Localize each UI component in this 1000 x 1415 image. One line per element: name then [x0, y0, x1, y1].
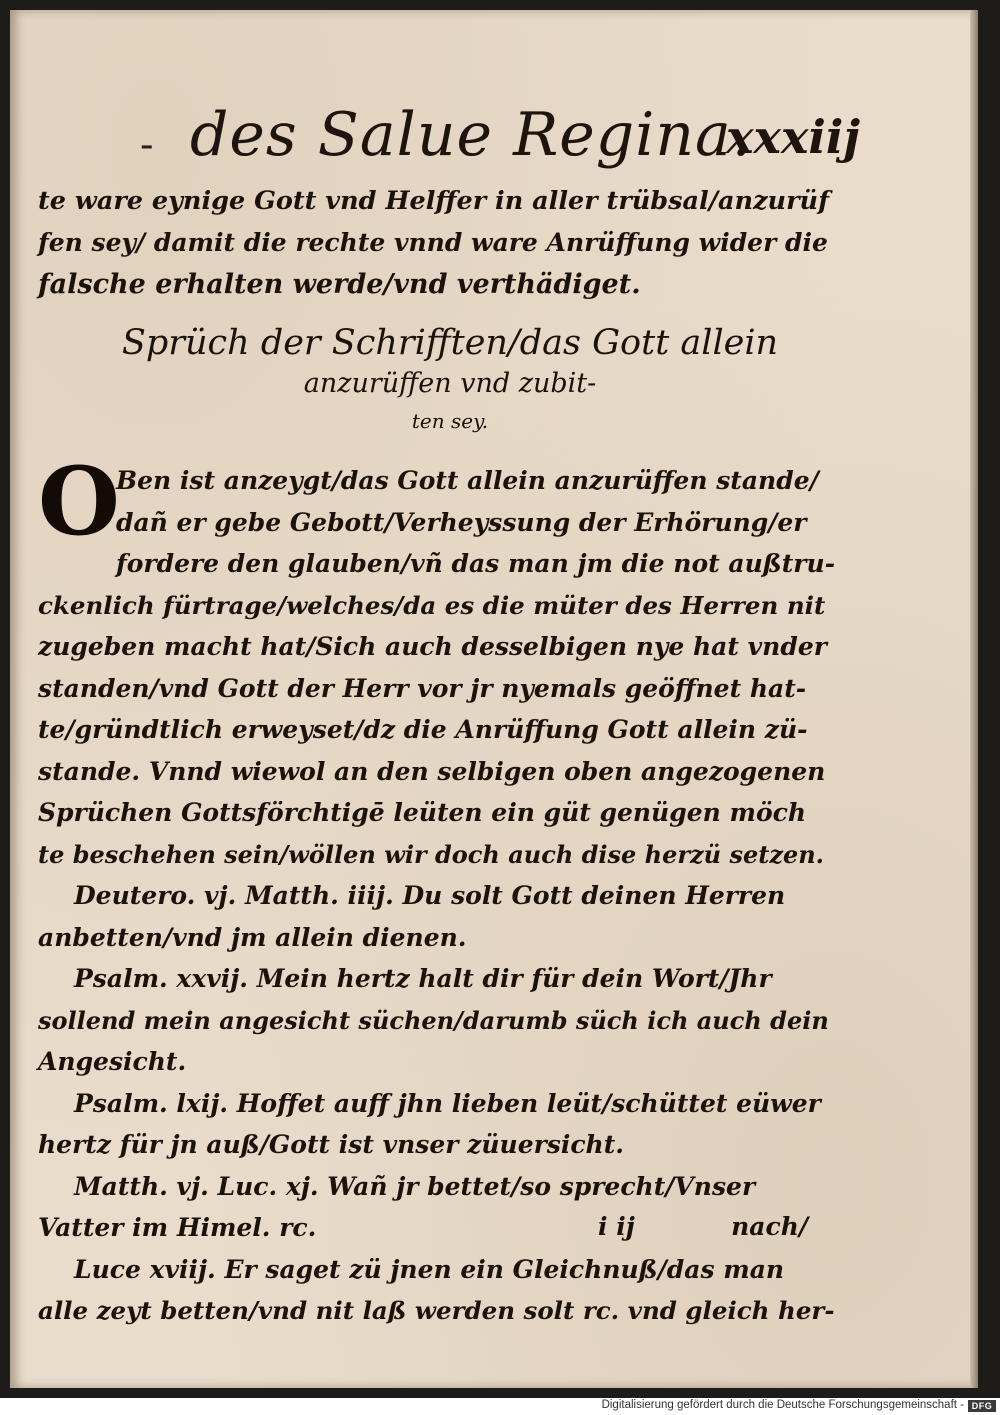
drop-cap-initial: O: [38, 447, 120, 557]
text-line: Psalm. xxvij. Mein hertz halt dir für dein Wort/Jhr: [74, 964, 772, 993]
text-line: Angesicht.: [38, 1047, 187, 1076]
heading-line: ten sey.: [411, 409, 489, 433]
text-line: zugeben macht hat/Sich auch desselbigen nye hat vnder: [38, 632, 827, 661]
text-line: stande. Vnnd wiewol an den selbigen oben angezogenen: [38, 756, 826, 786]
text-line: te beschehen sein/wöllen wir doch auch dise herzü setzen.: [38, 839, 825, 869]
text-line: Psalm. lxij. Hoffet auff jhn lieben leüt/schüttet eüwer: [74, 1088, 821, 1118]
text-line: Deutero. vj. Matth. iiij. Du solt Gott deinen Herren: [74, 881, 786, 910]
catchword: nach/: [731, 1212, 808, 1241]
header-dash: -: [140, 122, 154, 168]
signature-mark: i ij: [598, 1212, 635, 1241]
text-line: anbetten/vnd jm allein dienen.: [38, 922, 467, 952]
text-line: Matth. vj. Luc. xj. Wañ jr bettet/so sprecht/Vnser: [74, 1171, 756, 1201]
text-line: ckenlich fürtrage/welches/da es die müter des Herren nit: [38, 590, 826, 620]
text-line: Vatter im Himel. rc.: [38, 1213, 317, 1242]
text-line: alle zeyt betten/vnd nit laß werden solt rc. vnd gleich her-: [38, 1296, 835, 1325]
body-text: [38, 447, 838, 1332]
text-line: te ware eynige Gott vnd Helffer in aller trübsal/anzurüf: [38, 186, 830, 216]
heading-line: anzurüffen vnd zubit-: [303, 368, 597, 399]
text-line: Luce xviij. Er saget zü jnen ein Gleichnuß/das man: [74, 1254, 785, 1284]
footer-credit: Digitalisierung gefördert durch die Deutsche Forschungsgemeinschaft -: [601, 1399, 964, 1411]
text-line: standen/vnd Gott der Herr vor jr nyemals geöffnet hat-: [38, 673, 807, 703]
text-line: dañ er gebe Gebott/Verheyssung der Erhörung/er: [116, 507, 807, 537]
text-line: Ben ist anzeygt/das Gott allein anzurüffen stande/: [116, 466, 819, 495]
text-line: falsche erhalten werde/vnd verthädiget.: [38, 269, 641, 300]
page-header: [120, 100, 860, 180]
dfg-logo-icon: DFG: [968, 1400, 996, 1412]
section-heading: [120, 322, 780, 438]
text-line: te/gründtlich erweyset/dz die Anrüffung Gott allein zü-: [38, 715, 808, 744]
page-edge: [970, 10, 978, 1388]
catch-line: [38, 1212, 838, 1252]
heading-line: Sprüch der Schrifften/das Gott allein: [121, 323, 779, 363]
folio-number: xxxiij: [726, 110, 860, 164]
text-line: fen sey/ damit die rechte vnnd ware Anrüffung wider die: [38, 228, 828, 257]
text-line: hertz für jn auß/Gott ist vnser züuersicht.: [38, 1130, 624, 1159]
intro-paragraph: [38, 180, 838, 306]
text-line: sollend mein angesicht süchen/darumb süch ich auch dein: [38, 1005, 829, 1035]
running-title: des Salue Regina.: [190, 100, 752, 170]
text-line: fordere den glauben/vñ das man jm die not außtru-: [116, 549, 836, 578]
digitization-footer: [0, 1398, 1000, 1415]
text-line: Sprüchen Gottsförchtigē leüten ein güt genügen möch: [38, 798, 807, 827]
